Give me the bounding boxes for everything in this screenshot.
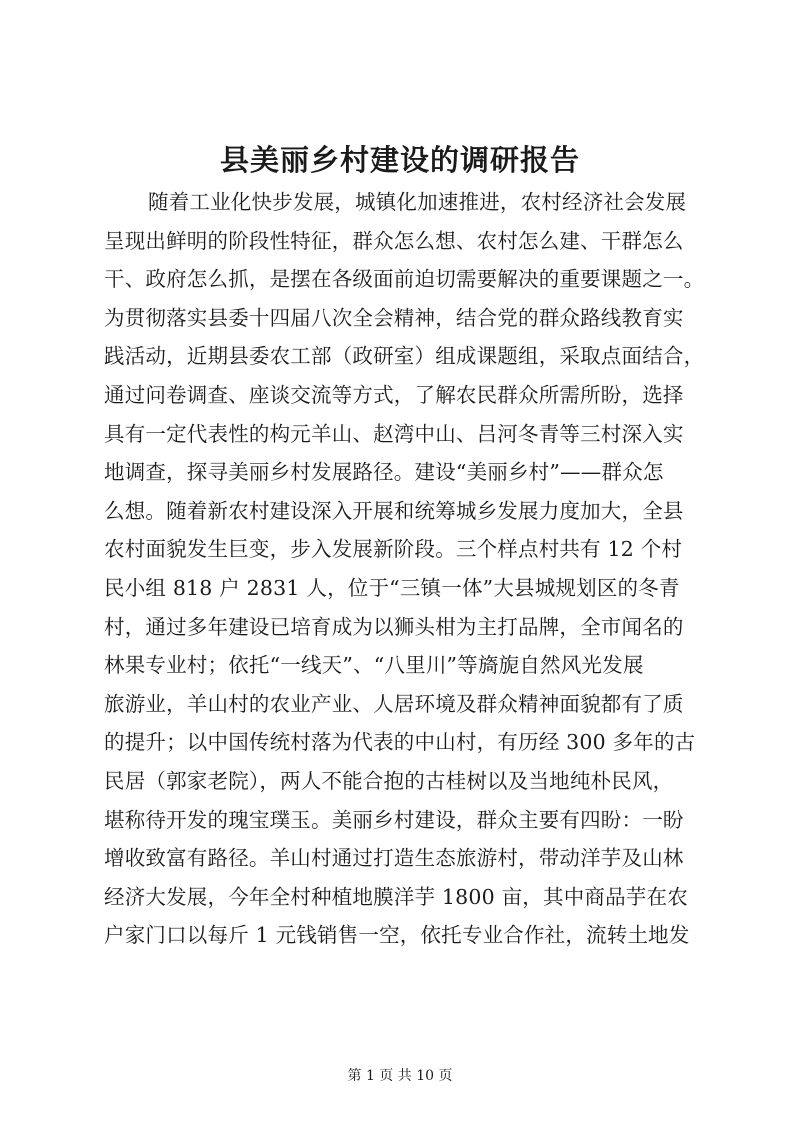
body-line: 随着工业化快步发展，城镇化加速推进，农村经济社会发展 xyxy=(148,190,687,214)
body-line: 呈现出鲜明的阶段性特征，群众怎么想、农村怎么建、干群怎么 xyxy=(104,228,684,253)
body-line: 经济大发展，今年全村种植地膜洋芋 1800 亩，其中商品芋在农 xyxy=(104,884,688,909)
body-line: 增收致富有路径。羊山村通过打造生态旅游村，带动洋芋及山林 xyxy=(104,846,684,871)
body-line: 么想。随着新农村建设深入开展和统筹城乡发展力度加大，全县 xyxy=(104,498,684,523)
body-line: 干、政府怎么抓，是摆在各级面前迫切需要解决的重要课题之一。 xyxy=(104,267,705,292)
body-line: 通过问卷调查、座谈交流等方式，了解农民群众所需所盼，选择 xyxy=(104,382,684,407)
body-line: 的提升；以中国传统村落为代表的中山村，有历经 300 多年的古 xyxy=(104,730,696,755)
body-line: 农村面貌发生巨变，步入发展新阶段。三个样点村共有 12 个村 xyxy=(104,537,683,562)
body-line: 堪称待开发的瑰宝璞玉。美丽乡村建设，群众主要有四盼：一盼 xyxy=(104,807,684,832)
body-line: 地调查，探寻美丽乡村发展路径。建设“美丽乡村”——群众怎 xyxy=(104,460,664,485)
body-line: 为贯彻落实县委十四届八次全会精神，结合党的群众路线教育实 xyxy=(104,305,684,330)
page-number-footer: 第 1 页 共 10 页 xyxy=(347,1068,453,1084)
body-line: 林果专业村；依托“一线天”、“八里川”等旖旎自然风光发展 xyxy=(104,653,644,678)
body-line: 践活动，近期县委农工部（政研室）组成课题组，采取点面结合， xyxy=(104,344,705,369)
body-line: 具有一定代表性的构元羊山、赵湾中山、吕河冬青等三村深入实 xyxy=(104,421,684,446)
document-body xyxy=(104,183,704,955)
body-line: 村，通过多年建设已培育成为以狮头柑为主打品牌，全市闻名的 xyxy=(104,614,684,639)
document-title: 县美丽乡村建设的调研报告 xyxy=(219,143,580,177)
body-line: 民小组 818 户 2831 人，位于“三镇一体”大县城规划区的冬青 xyxy=(104,575,680,600)
body-line: 户家门口以每斤 1 元钱销售一空，依托专业合作社，流转土地发 xyxy=(104,923,690,948)
body-line: 旅游业，羊山村的农业产业、人居环境及群众精神面貌都有了质 xyxy=(104,691,684,716)
body-line: 民居（郭家老院），两人不能合抱的古桂树以及当地纯朴民风， xyxy=(104,768,674,793)
